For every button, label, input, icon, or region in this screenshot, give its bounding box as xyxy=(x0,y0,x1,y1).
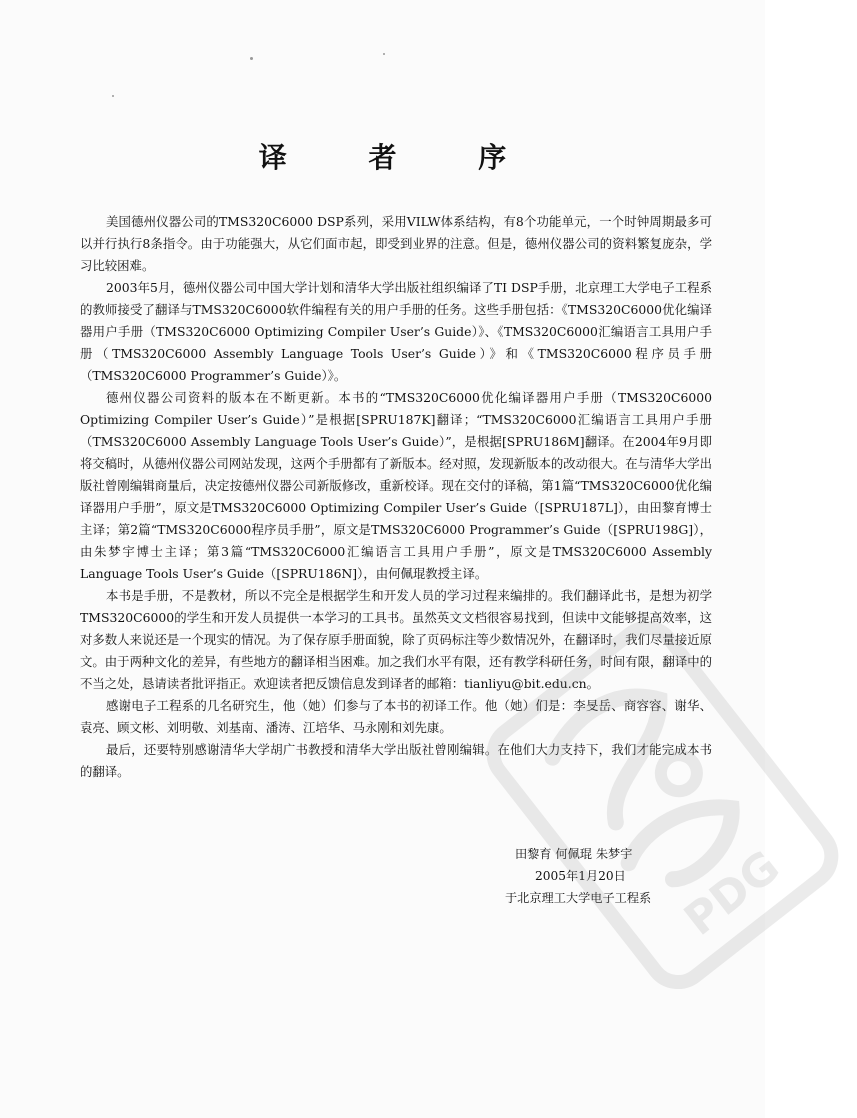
scan-speck xyxy=(112,95,114,97)
signature-date: 2005年1月20日 xyxy=(535,869,626,883)
paragraph-purpose: 本书是手册，不是教材，所以不完全是根据学生和开发人员的学习过程来编排的。我们翻译此书，是想为初学TMS320C6000的学生和开发人员提供一本学习的工具书。虽然英文文档很容易找到，但读中文能够提高效率，这对多数人来说还是一个现实的情况。为了保存原手册面貌，除了页码标注等少数情况外，在翻译时，我们尽量接近原文。由于两种文化的差异，有些地方的翻译相当困难。加之我们水平有限，还有教学科研任务，时间有限，翻译中的不当之处，恳请读者批评指正。欢迎读者把反馈信息发到译者的邮箱：tianliyu@bit.edu.cn。 xyxy=(80,588,712,691)
paragraph-intro: 美国德州仪器公司的TMS320C6000 DSP系列，采用VILW体系结构，有8个功能单元，一个时钟周期最多可以并行执行8条指令。由于功能强大，从它们面市起，即受到业界的注意。但是，德州仪器公司的资料繁复庞杂，学习比较困难。 xyxy=(80,214,712,273)
signature-place: 于北京理工大学电子工程系 xyxy=(505,891,652,905)
paragraph-acknowledge-students: 感谢电子工程系的几名研究生，他（她）们参与了本书的初译工作。他（她）们是：李旻岳、商容容、谢华、袁亮、顾文彬、刘明敬、刘基南、潘涛、江培华、马永刚和刘先康。 xyxy=(80,698,712,735)
translator-names: 田黎育 何佩琨 朱梦宇 xyxy=(515,847,633,861)
page-title: 译 者 序 xyxy=(258,141,543,174)
preface-body xyxy=(80,211,712,783)
signature-block xyxy=(505,843,652,909)
watermark-text: PDG xyxy=(675,840,790,946)
scan-speck xyxy=(383,53,385,55)
paragraph-history: 2003年5月，德州仪器公司中国大学计划和清华大学出版社组织编译了TI DSP手册，北京理工大学电子工程系的教师接受了翻译与TMS320C6000软件编程有关的用户手册的任务。这些手册包括：《TMS320C6000优化编译器用户手册（TMS320C6000 Optimizing Compiler User’s Guide）》、《TMS320C6000汇编语言工具用户手册（TMS320C6000 Assembly Language Tools User’s Guide）》和《TMS320C6000程序员手册（TMS320C6000 Programmer’s Guide）》。 xyxy=(80,280,712,383)
paragraph-acknowledge-final: 最后，还要特别感谢清华大学胡广书教授和清华大学出版社曾刚编辑。在他们大力支持下，我们才能完成本书的翻译。 xyxy=(80,742,712,779)
scan-speck xyxy=(250,57,253,60)
paragraph-versions: 德州仪器公司资料的版本在不断更新。本书的“TMS320C6000优化编译器用户手册（TMS320C6000 Optimizing Compiler User’s Guide）”是根据[SPRU187K]翻译；“TMS320C6000汇编语言工具用户手册（TMS320C6000 Assembly Language Tools User’s Guide）”，是根据[SPRU186M]翻译。在2004年9月即将交稿时，从德州仪器公司网站发现，这两个手册都有了新版本。经对照，发现新版本的改动很大。在与清华大学出版社曾刚编辑商量后，决定按德州仪器公司新版修改，重新校译。现在交付的译稿，第1篇“TMS320C6000优化编译器用户手册”，原文是TMS320C6000 Optimizing Compiler User’s Guide（[SPRU187L]），由田黎育博士主译；第2篇“TMS320C6000程序员手册”，原文是TMS320C6000 Programmer’s Guide（[SPRU198G]），由朱梦宇博士主译；第3篇“TMS320C6000汇编语言工具用户手册”，原文是TMS320C6000 Assembly Language Tools User’s Guide（[SPRU186N]），由何佩琨教授主译。 xyxy=(80,390,712,581)
